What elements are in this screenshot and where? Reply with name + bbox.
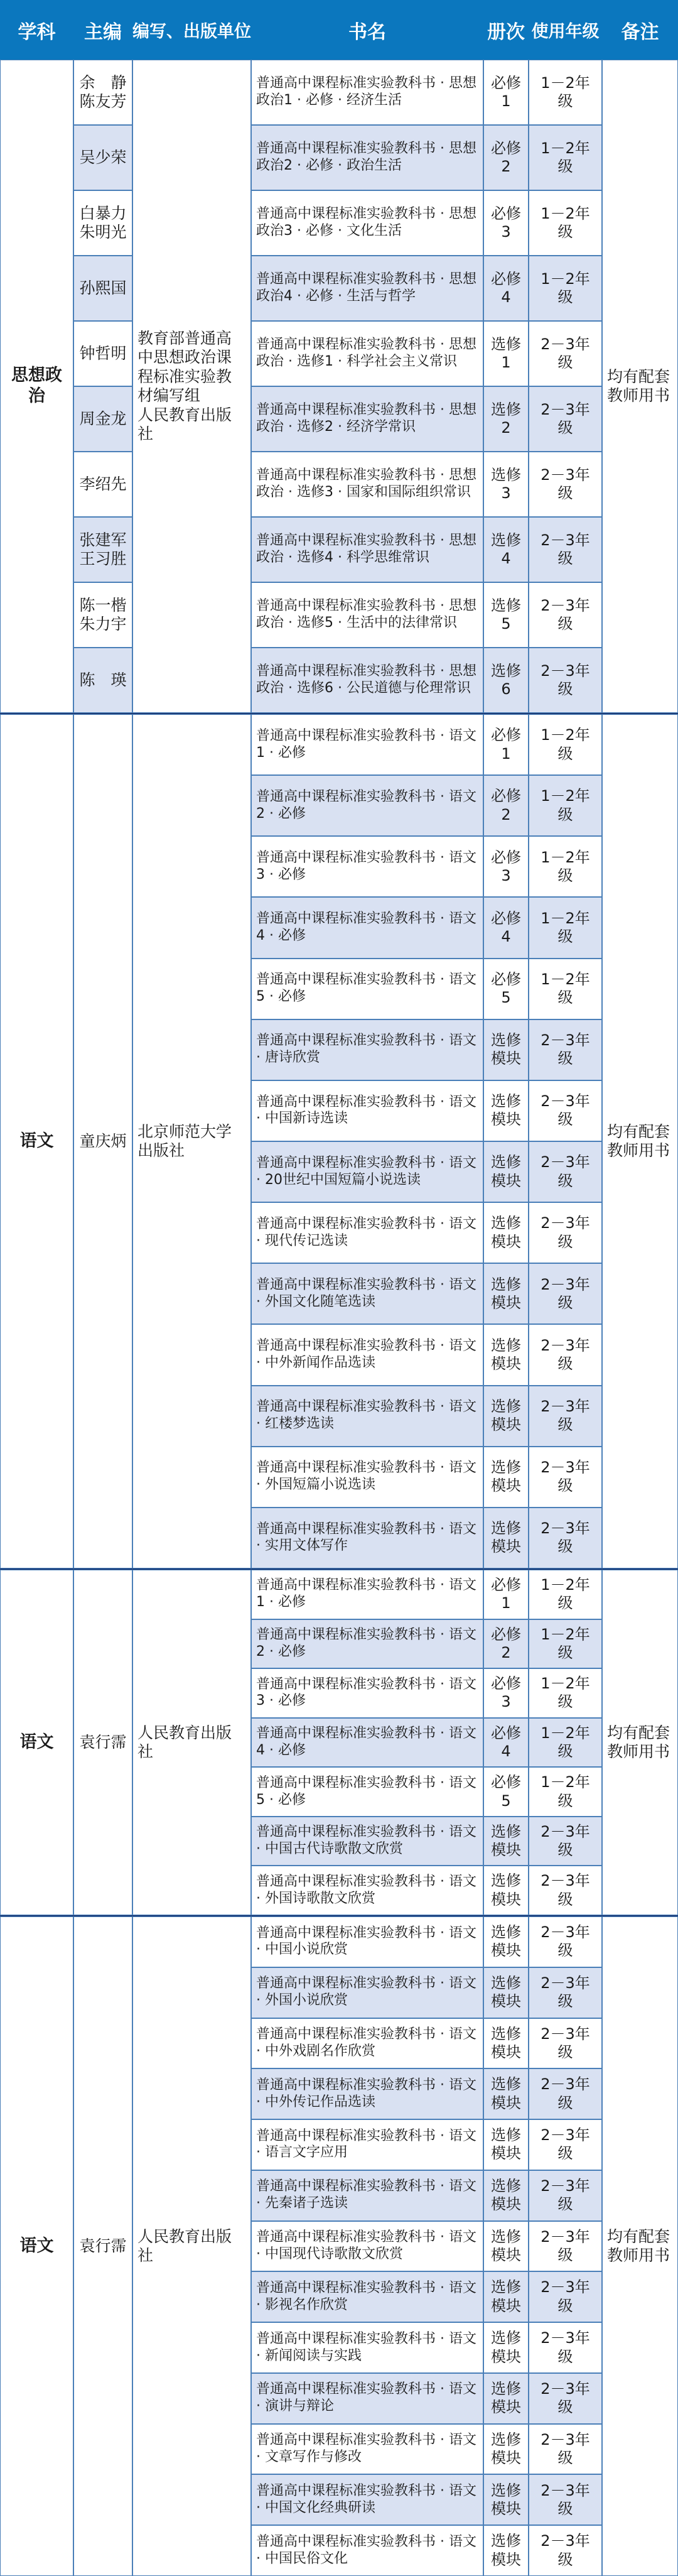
row-editor: 陈一楷 朱力宇 xyxy=(79,595,127,633)
header-grade: 使用年级 xyxy=(531,22,600,41)
row-volume: 选修模块 xyxy=(491,1397,521,1434)
group-divider xyxy=(0,713,678,714)
row-book-title: 普通高中课程标准实验教科书 · 语文5 · 必修 xyxy=(256,972,476,1005)
row-book-title: 普通高中课程标准实验教科书 · 语文 · 中国小说欣赏 xyxy=(256,1925,476,1958)
row-volume: 必修2 xyxy=(491,787,521,823)
row-editor: 余 静 陈友芳 xyxy=(79,73,127,111)
row-book-title: 普通高中课程标准实验教科书 · 语文 · 实用文体写作 xyxy=(256,1521,476,1554)
row-grade: 2－3年级 xyxy=(541,1336,590,1372)
row-book-title: 普通高中课程标准实验教科书 · 语文 · 中国新诗选读 xyxy=(256,1094,476,1127)
row-book-title: 普通高中课程标准实验教科书 · 语文 · 影视名作欣赏 xyxy=(256,2280,476,2313)
subject: 语文 xyxy=(19,1131,54,1151)
row-grade: 2－3年级 xyxy=(541,1214,590,1251)
row-volume: 必修3 xyxy=(491,1675,521,1711)
row-book-title: 普通高中课程标准实验教科书 · 语文1 · 必修 xyxy=(256,727,476,761)
row-grade: 1－2年级 xyxy=(541,139,590,175)
row-book-title: 普通高中课程标准实验教科书 · 思想政治4 · 必修 · 生活与哲学 xyxy=(256,271,476,304)
row-book-title: 普通高中课程标准实验教科书 · 语文 · 中国文化经典研读 xyxy=(256,2483,476,2516)
row-grade: 1－2年级 xyxy=(541,73,590,110)
row-grade: 2－3年级 xyxy=(541,1092,590,1129)
row-grade: 1－2年级 xyxy=(541,909,590,945)
row-book-title: 普通高中课程标准实验教科书 · 语文 · 中国古代诗歌散文欣赏 xyxy=(256,1824,476,1857)
row-volume: 选修模块 xyxy=(491,1153,521,1190)
row-volume: 选修模块 xyxy=(491,2075,521,2112)
row-volume: 选修2 xyxy=(491,400,521,437)
row-grade: 1－2年级 xyxy=(541,848,590,884)
row-grade: 2－3年级 xyxy=(541,2126,590,2163)
publisher: 教育部普通高中思想政治课程标准实验教材编写组 人民教育出版社 xyxy=(137,329,232,443)
row-volume: 选修模块 xyxy=(491,2481,521,2518)
row-grade: 2－3年级 xyxy=(541,2380,590,2416)
row-volume: 选修模块 xyxy=(491,2430,521,2467)
row-book-title: 普通高中课程标准实验教科书 · 语文2 · 必修 xyxy=(256,788,476,822)
note: 均有配套教师用书 xyxy=(607,1723,670,1761)
header-note: 备注 xyxy=(621,21,659,43)
row-book-title: 普通高中课程标准实验教科书 · 语文4 · 必修 xyxy=(256,1725,476,1758)
row-volume: 选修6 xyxy=(491,661,521,698)
row-grade: 1－2年级 xyxy=(541,1576,590,1612)
row-book-title: 普通高中课程标准实验教科书 · 语文 · 新闻阅读与实践 xyxy=(256,2330,476,2364)
row-book-title: 普通高中课程标准实验教科书 · 思想政治3 · 必修 · 文化生活 xyxy=(256,206,476,239)
row-book-title: 普通高中课程标准实验教科书 · 语文 · 中国现代诗歌散文欣赏 xyxy=(256,2229,476,2262)
row-book-title: 普通高中课程标准实验教科书 · 语文 · 中外新闻作品选读 xyxy=(256,1338,476,1371)
row-editor: 钟哲明 xyxy=(79,344,127,362)
row-grade: 1－2年级 xyxy=(541,787,590,823)
subject: 语文 xyxy=(19,1732,54,1752)
row-editor: 周金龙 xyxy=(79,409,127,428)
row-volume: 选修模块 xyxy=(491,2329,521,2366)
row-grade: 2－3年级 xyxy=(541,335,590,371)
row-volume: 必修1 xyxy=(491,1576,521,1612)
row-editor: 张建军 王习胜 xyxy=(79,530,127,568)
row-book-title: 普通高中课程标准实验教科书 · 语文 · 唐诗欣赏 xyxy=(256,1033,476,1066)
row-book-title: 普通高中课程标准实验教科书 · 语文 · 文章写作与修改 xyxy=(256,2432,476,2465)
row-volume: 必修4 xyxy=(491,1724,521,1760)
header-publisher: 编写、出版单位 xyxy=(132,22,251,41)
group-divider xyxy=(0,1915,678,1916)
row-grade: 2－3年级 xyxy=(541,2532,590,2568)
row-volume: 选修模块 xyxy=(491,2227,521,2264)
row-grade: 2－3年级 xyxy=(541,1872,590,1908)
row-grade: 2－3年级 xyxy=(541,596,590,633)
row-grade: 2－3年级 xyxy=(541,1459,590,1495)
row-book-title: 普通高中课程标准实验教科书 · 思想政治 · 选修3 · 国家和国际组织常识 xyxy=(256,467,476,500)
row-volume: 必修2 xyxy=(491,139,521,175)
row-volume: 选修模块 xyxy=(491,2177,521,2214)
row-book-title: 普通高中课程标准实验教科书 · 语文 · 外国诗歌散文欣赏 xyxy=(256,1873,476,1906)
row-book-title: 普通高中课程标准实验教科书 · 语文 · 演讲与辩论 xyxy=(256,2381,476,2415)
row-volume: 选修5 xyxy=(491,596,521,633)
row-editor: 孙熙国 xyxy=(79,278,127,297)
row-book-title: 普通高中课程标准实验教科书 · 语文 · 外国短篇小说选读 xyxy=(256,1460,476,1493)
row-grade: 1－2年级 xyxy=(541,269,590,306)
header-volume: 册次 xyxy=(487,21,525,43)
row-volume: 选修模块 xyxy=(491,1822,521,1859)
row-book-title: 普通高中课程标准实验教科书 · 语文1 · 必修 xyxy=(256,1577,476,1611)
row-grade: 1－2年级 xyxy=(541,1773,590,1810)
editor: 童庆炳 xyxy=(79,1131,127,1150)
row-book-title: 普通高中课程标准实验教科书 · 思想政治 · 选修6 · 公民道德与伦理常识 xyxy=(256,663,476,696)
row-volume: 选修模块 xyxy=(491,1872,521,1908)
row-volume: 选修模块 xyxy=(491,1974,521,2011)
row-grade: 2－3年级 xyxy=(541,2177,590,2214)
row-book-title: 普通高中课程标准实验教科书 · 思想政治 · 选修5 · 生活中的法律常识 xyxy=(256,598,476,631)
row-book-title: 普通高中课程标准实验教科书 · 语文 · 语言文字应用 xyxy=(256,2128,476,2161)
row-grade: 1－2年级 xyxy=(541,1675,590,1711)
row-book-title: 普通高中课程标准实验教科书 · 思想政治 · 选修4 · 科学思维常识 xyxy=(256,533,476,565)
subject: 语文 xyxy=(19,2236,54,2256)
row-volume: 选修模块 xyxy=(491,2278,521,2315)
row-volume: 必修3 xyxy=(491,848,521,884)
row-book-title: 普通高中课程标准实验教科书 · 语文 · 外国文化随笔选读 xyxy=(256,1277,476,1310)
row-volume: 选修模块 xyxy=(491,1459,521,1495)
row-grade: 2－3年级 xyxy=(541,2329,590,2366)
row-grade: 2－3年级 xyxy=(541,2024,590,2061)
row-grade: 2－3年级 xyxy=(541,1974,590,2011)
row-book-title: 普通高中课程标准实验教科书 · 语文4 · 必修 xyxy=(256,911,476,943)
row-book-title: 普通高中课程标准实验教科书 · 思想政治 · 选修1 · 科学社会主义常识 xyxy=(256,337,476,369)
row-grade: 2－3年级 xyxy=(541,2278,590,2315)
row-grade: 2－3年级 xyxy=(541,531,590,567)
row-volume: 选修模块 xyxy=(491,1519,521,1556)
publisher: 北京师范大学出版社 xyxy=(137,1122,232,1160)
row-grade: 2－3年级 xyxy=(541,1031,590,1068)
row-volume: 选修3 xyxy=(491,465,521,502)
row-book-title: 普通高中课程标准实验教科书 · 语文 · 红楼梦选读 xyxy=(256,1399,476,1432)
row-grade: 2－3年级 xyxy=(541,465,590,502)
row-volume: 选修4 xyxy=(491,531,521,567)
row-grade: 2－3年级 xyxy=(541,1153,590,1190)
row-book-title: 普通高中课程标准实验教科书 · 语文 · 先秦诸子选读 xyxy=(256,2178,476,2212)
row-grade: 2－3年级 xyxy=(541,2227,590,2264)
row-grade: 2－3年级 xyxy=(541,1397,590,1434)
row-book-title: 普通高中课程标准实验教科书 · 思想政治 · 选修2 · 经济学常识 xyxy=(256,402,476,435)
row-book-title: 普通高中课程标准实验教科书 · 语文3 · 必修 xyxy=(256,850,476,883)
row-book-title: 普通高中课程标准实验教科书 · 思想政治2 · 必修 · 政治生活 xyxy=(256,141,476,173)
row-volume: 选修模块 xyxy=(491,1923,521,1960)
row-volume: 选修模块 xyxy=(491,1031,521,1068)
row-volume: 必修1 xyxy=(491,726,521,763)
row-volume: 必修1 xyxy=(491,73,521,110)
subject: 思想政治 xyxy=(11,366,62,406)
row-grade: 2－3年级 xyxy=(541,2430,590,2467)
note: 均有配套教师用书 xyxy=(607,367,670,405)
row-book-title: 普通高中课程标准实验教科书 · 语文 · 现代传记选读 xyxy=(256,1215,476,1249)
header-subject: 学科 xyxy=(18,21,56,43)
row-book-title: 普通高中课程标准实验教科书 · 语文 · 中外戏剧名作欣赏 xyxy=(256,2026,476,2059)
row-editor: 白暴力 朱明光 xyxy=(79,204,127,241)
row-volume: 选修模块 xyxy=(491,2024,521,2061)
row-editor: 吴少荣 xyxy=(79,148,127,166)
row-grade: 1－2年级 xyxy=(541,726,590,763)
row-book-title: 普通高中课程标准实验教科书 · 语文 · 20世纪中国短篇小说选读 xyxy=(256,1155,476,1188)
row-grade: 2－3年级 xyxy=(541,1275,590,1312)
row-volume: 必修4 xyxy=(491,909,521,945)
row-grade: 2－3年级 xyxy=(541,1822,590,1859)
row-grade: 2－3年级 xyxy=(541,2075,590,2112)
row-book-title: 普通高中课程标准实验教科书 · 语文3 · 必修 xyxy=(256,1676,476,1709)
row-volume: 必修3 xyxy=(491,204,521,241)
header-editor: 主编 xyxy=(84,21,122,43)
row-book-title: 普通高中课程标准实验教科书 · 语文 · 中国民俗文化 xyxy=(256,2533,476,2567)
publisher: 人民教育出版社 xyxy=(137,2227,232,2264)
row-grade: 2－3年级 xyxy=(541,661,590,698)
row-volume: 选修1 xyxy=(491,335,521,371)
header-book: 书名 xyxy=(348,21,386,43)
row-book-title: 普通高中课程标准实验教科书 · 语文 · 外国小说欣赏 xyxy=(256,1975,476,2009)
row-grade: 2－3年级 xyxy=(541,1519,590,1556)
row-grade: 1－2年级 xyxy=(541,1625,590,1661)
row-volume: 选修模块 xyxy=(491,1336,521,1372)
row-volume: 必修2 xyxy=(491,1625,521,1661)
row-volume: 选修模块 xyxy=(491,1214,521,1251)
row-grade: 1－2年级 xyxy=(541,970,590,1007)
row-volume: 必修5 xyxy=(491,970,521,1007)
row-book-title: 普通高中课程标准实验教科书 · 语文5 · 必修 xyxy=(256,1774,476,1808)
row-volume: 选修模块 xyxy=(491,2126,521,2163)
editor: 袁行霈 xyxy=(79,2236,127,2255)
row-volume: 选修模块 xyxy=(491,1092,521,1129)
editor: 袁行霈 xyxy=(79,1732,127,1751)
row-book-title: 普通高中课程标准实验教科书 · 语文2 · 必修 xyxy=(256,1627,476,1660)
note: 均有配套教师用书 xyxy=(607,2227,670,2264)
row-grade: 1－2年级 xyxy=(541,1724,590,1760)
row-volume: 必修5 xyxy=(491,1773,521,1810)
row-book-title: 普通高中课程标准实验教科书 · 思想政治1 · 必修 · 经济生活 xyxy=(256,75,476,108)
row-editor: 李绍先 xyxy=(79,474,127,493)
row-book-title: 普通高中课程标准实验教科书 · 语文 · 中外传记作品选读 xyxy=(256,2077,476,2110)
row-grade: 2－3年级 xyxy=(541,400,590,437)
row-grade: 1－2年级 xyxy=(541,204,590,241)
row-grade: 2－3年级 xyxy=(541,1923,590,1960)
row-editor: 陈 瑛 xyxy=(79,670,127,689)
publisher: 人民教育出版社 xyxy=(137,1723,232,1761)
note: 均有配套教师用书 xyxy=(607,1122,670,1160)
row-volume: 选修模块 xyxy=(491,2532,521,2568)
row-volume: 选修模块 xyxy=(491,2380,521,2416)
row-volume: 选修模块 xyxy=(491,1275,521,1312)
group-divider xyxy=(0,1568,678,1570)
row-volume: 必修4 xyxy=(491,269,521,306)
row-grade: 2－3年级 xyxy=(541,2481,590,2518)
